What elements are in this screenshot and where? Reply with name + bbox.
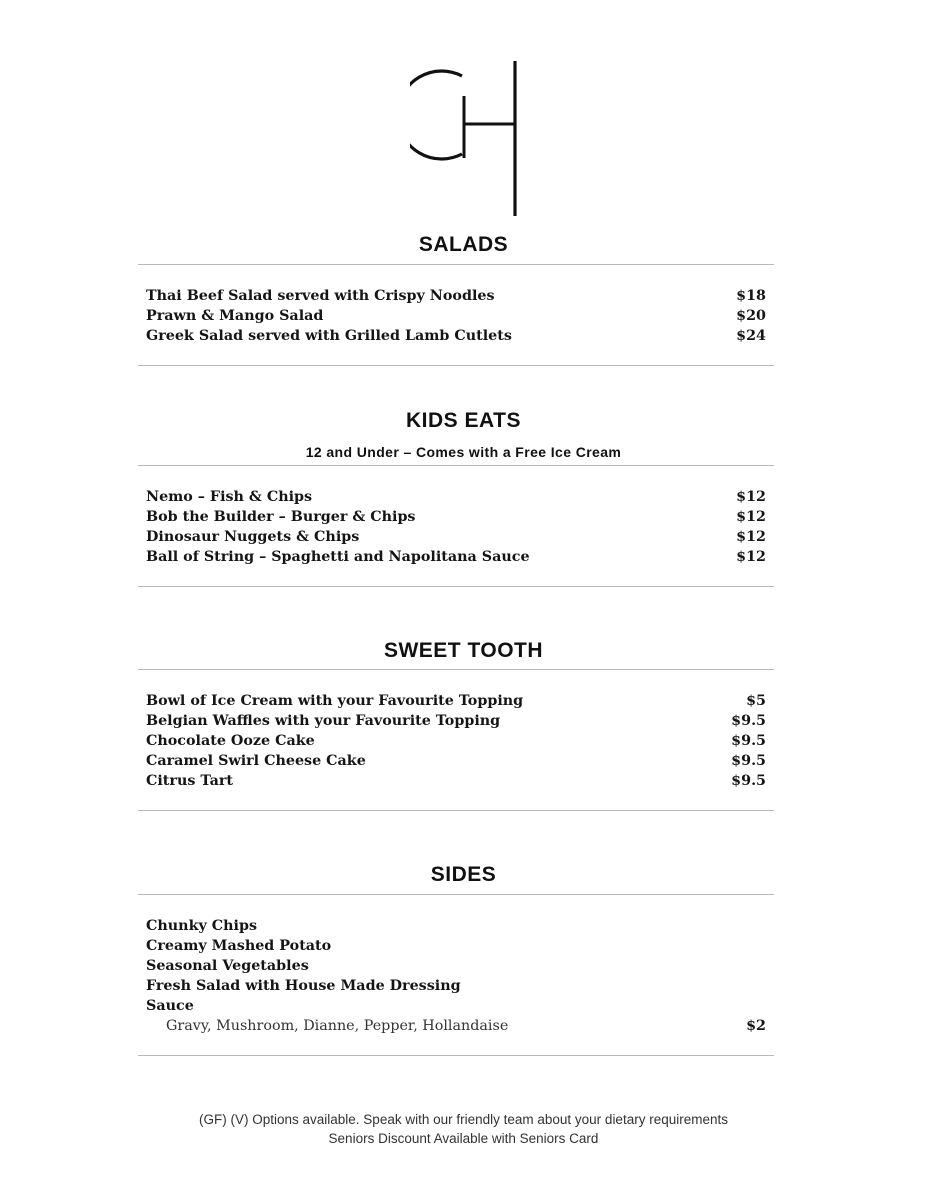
footer-dietary-note: (GF) (V) Options available. Speak with our friendly team about your dietary requirements <box>199 1112 728 1127</box>
item-price: $5 <box>746 693 766 709</box>
item-name: Fresh Salad with House Made Dressing <box>146 978 461 994</box>
item-name: Thai Beef Salad served with Crispy Noodles <box>146 288 495 304</box>
item-name: Chocolate Ooze Cake <box>146 733 315 749</box>
section-subtitle-kids-eats: 12 and Under – Comes with a Free Ice Cream <box>305 444 622 460</box>
item-price: $9.5 <box>731 713 766 729</box>
item-price: $12 <box>736 489 766 505</box>
ch-logo <box>410 58 522 220</box>
menu-item <box>146 691 766 711</box>
footer-note <box>0 1110 927 1148</box>
section-title-salads: SALADS <box>418 233 509 256</box>
menu-item <box>146 507 766 527</box>
item-name: Citrus Tart <box>146 773 234 789</box>
item-name: Sauce <box>146 998 194 1014</box>
item-price: $9.5 <box>731 753 766 769</box>
kids-eats-list <box>146 487 766 567</box>
item-name: Dinosaur Nuggets & Chips <box>146 529 360 545</box>
menu-item <box>146 326 766 346</box>
menu-item-sauce-options <box>146 1016 766 1036</box>
menu-item <box>146 306 766 326</box>
item-price: $12 <box>736 529 766 545</box>
divider <box>138 1055 774 1056</box>
item-name: Ball of String – Spaghetti and Napolitana Sauce <box>146 549 530 565</box>
divider <box>138 894 774 895</box>
item-price: $9.5 <box>731 773 766 789</box>
item-price: $9.5 <box>731 733 766 749</box>
menu-item <box>146 731 766 751</box>
menu-item <box>146 771 766 791</box>
menu-item <box>146 916 766 936</box>
item-price: $12 <box>736 549 766 565</box>
item-name: Belgian Waffles with your Favourite Topping <box>146 713 501 729</box>
menu-item <box>146 286 766 306</box>
item-name: Chunky Chips <box>146 918 258 934</box>
divider <box>138 810 774 811</box>
menu-item <box>146 936 766 956</box>
section-title-sweet-tooth: SWEET TOOTH <box>383 639 544 662</box>
divider <box>138 465 774 466</box>
menu-item <box>146 996 766 1016</box>
sweet-tooth-list <box>146 691 766 791</box>
divider <box>138 669 774 670</box>
item-price: $2 <box>746 1018 766 1034</box>
item-price: $24 <box>736 328 766 344</box>
item-price: $20 <box>736 308 766 324</box>
menu-item <box>146 487 766 507</box>
item-name: Prawn & Mango Salad <box>146 308 324 324</box>
divider <box>138 365 774 366</box>
menu-item <box>146 976 766 996</box>
item-name: Creamy Mashed Potato <box>146 938 332 954</box>
menu-item <box>146 527 766 547</box>
item-name: Bob the Builder – Burger & Chips <box>146 509 416 525</box>
item-name: Bowl of Ice Cream with your Favourite Topping <box>146 693 524 709</box>
section-title-sides: SIDES <box>430 863 497 886</box>
divider <box>138 586 774 587</box>
salads-list <box>146 286 766 346</box>
item-name: Seasonal Vegetables <box>146 958 309 974</box>
menu-item <box>146 547 766 567</box>
section-title-kids-eats: KIDS EATS <box>406 409 521 432</box>
item-name: Caramel Swirl Cheese Cake <box>146 753 366 769</box>
menu-item <box>146 711 766 731</box>
item-price: $18 <box>736 288 766 304</box>
divider <box>138 264 774 265</box>
sides-list <box>146 916 766 1036</box>
menu-item <box>146 751 766 771</box>
item-name: Gravy, Mushroom, Dianne, Pepper, Hollandaise <box>166 1018 509 1034</box>
item-price: $12 <box>736 509 766 525</box>
menu-item <box>146 956 766 976</box>
item-name: Nemo – Fish & Chips <box>146 489 313 505</box>
footer-seniors-note: Seniors Discount Available with Seniors Card <box>328 1131 599 1146</box>
item-name: Greek Salad served with Grilled Lamb Cutlets <box>146 328 512 344</box>
